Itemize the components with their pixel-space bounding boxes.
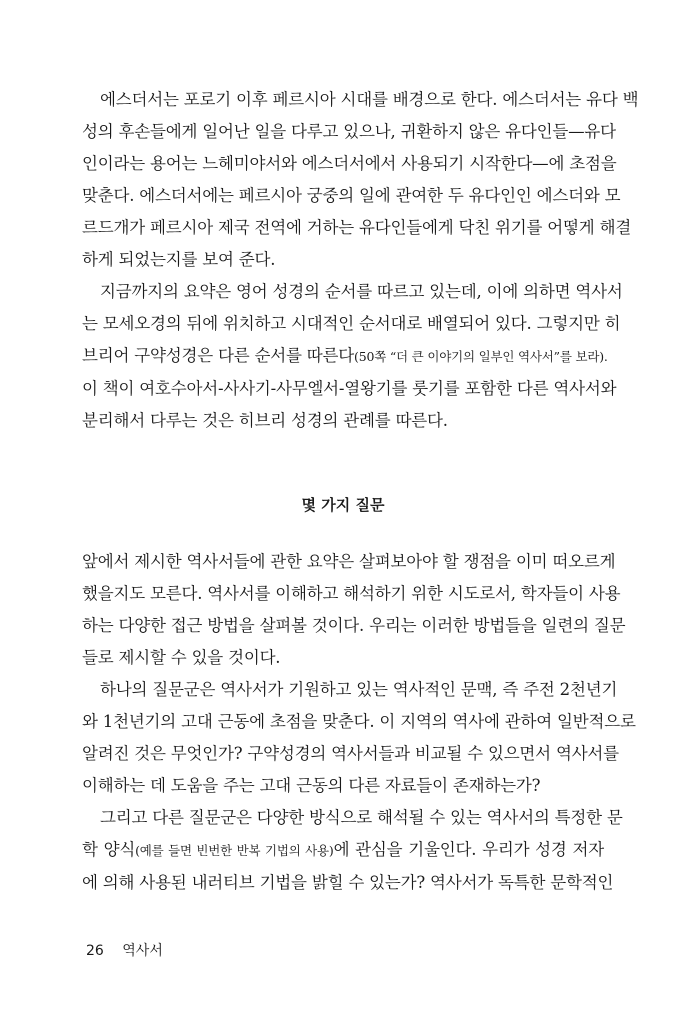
text-line: 앞에서 제시한 역사서들에 관한 요약은 살펴보아야 할 쟁점을 이미 떠오르게 bbox=[82, 552, 616, 571]
text-line: 들로 제시할 수 있을 것이다. bbox=[82, 648, 281, 667]
text-line: 했을지도 모른다. 역사서를 이해하고 해석하기 위한 시도로서, 학자들이 사용 bbox=[82, 584, 621, 603]
cross-reference-note: (50쪽 “더 큰 이야기의 일부인 역사서”를 보라). bbox=[354, 349, 608, 364]
paragraph-esther bbox=[82, 84, 639, 276]
text-line: 인이라는 용어는 느헤미야서와 에스더서에서 사용되기 시작한다—에 초점을 bbox=[82, 154, 617, 173]
text-line: 분리해서 다루는 것은 히브리 성경의 관례를 따른다. bbox=[82, 411, 448, 430]
intro-section bbox=[82, 84, 639, 437]
text-line: 이 책이 여호수아서-사사기-사무엘서-열왕기를 룻기를 포함한 다른 역사서와 bbox=[82, 379, 617, 398]
text-line bbox=[82, 340, 608, 373]
text-line: 지금까지의 요약은 영어 성경의 순서를 따르고 있는데, 이에 의하면 역사서 bbox=[100, 282, 623, 301]
paragraph-literary-form bbox=[82, 802, 623, 899]
paragraph-order bbox=[82, 276, 623, 437]
text-run: 에 관심을 기울인다. 우리가 성경 저자 bbox=[333, 840, 604, 859]
text-line: 알려진 것은 무엇인가? 구약성경의 역사서들과 비교될 수 있으면서 역사서를 bbox=[82, 744, 619, 763]
text-line: 하는 다양한 접근 방법을 살펴볼 것이다. 우리는 이러한 방법들을 일련의 질문 bbox=[82, 616, 626, 635]
text-line: 르드개가 페르시아 제국 전역에 거하는 유다인들에게 닥친 위기를 어떻게 해결 bbox=[82, 218, 632, 237]
text-line: 성의 후손들에게 일어난 일을 다루고 있으나, 귀환하지 않은 유다인들—유다 bbox=[82, 122, 616, 141]
text-line: 에스더서는 포로기 이후 페르시아 시대를 배경으로 한다. 에스더서는 유다 백 bbox=[100, 90, 639, 109]
running-title: 역사서 bbox=[122, 943, 163, 959]
page-footer bbox=[86, 940, 163, 960]
text-run: 학 양식 bbox=[82, 840, 136, 859]
text-line: 하나의 질문군은 역사서가 기원하고 있는 역사적인 문맥, 즉 주전 2천년기 bbox=[100, 680, 618, 699]
text-line: 와 1천년기의 고대 근동에 초점을 맞춘다. 이 지역의 역사에 관하여 일반적으로 bbox=[82, 712, 636, 731]
text-run: 브리어 구약성경은 다른 순서를 따른다 bbox=[82, 346, 355, 365]
text-line: 그리고 다른 질문군은 다양한 방식으로 해석될 수 있는 역사서의 특정한 문 bbox=[100, 808, 623, 827]
page-number: 26 bbox=[86, 943, 104, 959]
text-line bbox=[82, 834, 604, 867]
paragraph-historical-context bbox=[82, 674, 636, 802]
questions-section bbox=[82, 546, 636, 899]
text-line: 하게 되었는지를 보여 준다. bbox=[82, 250, 276, 269]
paragraph-approaches bbox=[82, 546, 626, 674]
example-note: (예를 들면 빈번한 반복 기법의 사용) bbox=[135, 843, 334, 858]
text-line: 이해하는 데 도움을 주는 고대 근동의 다른 자료들이 존재하는가? bbox=[82, 776, 541, 795]
text-line: 에 의해 사용된 내러티브 기법을 밝힐 수 있는가? 역사서가 독특한 문학적인 bbox=[82, 873, 614, 892]
section-heading: 몇 가지 질문 bbox=[301, 496, 385, 514]
text-line: 맞춘다. 에스더서에는 페르시아 궁중의 일에 관여한 두 유다인인 에스더와 모 bbox=[82, 186, 621, 205]
text-line: 는 모세오경의 뒤에 위치하고 시대적인 순서대로 배열되어 있다. 그렇지만 히 bbox=[82, 314, 621, 333]
